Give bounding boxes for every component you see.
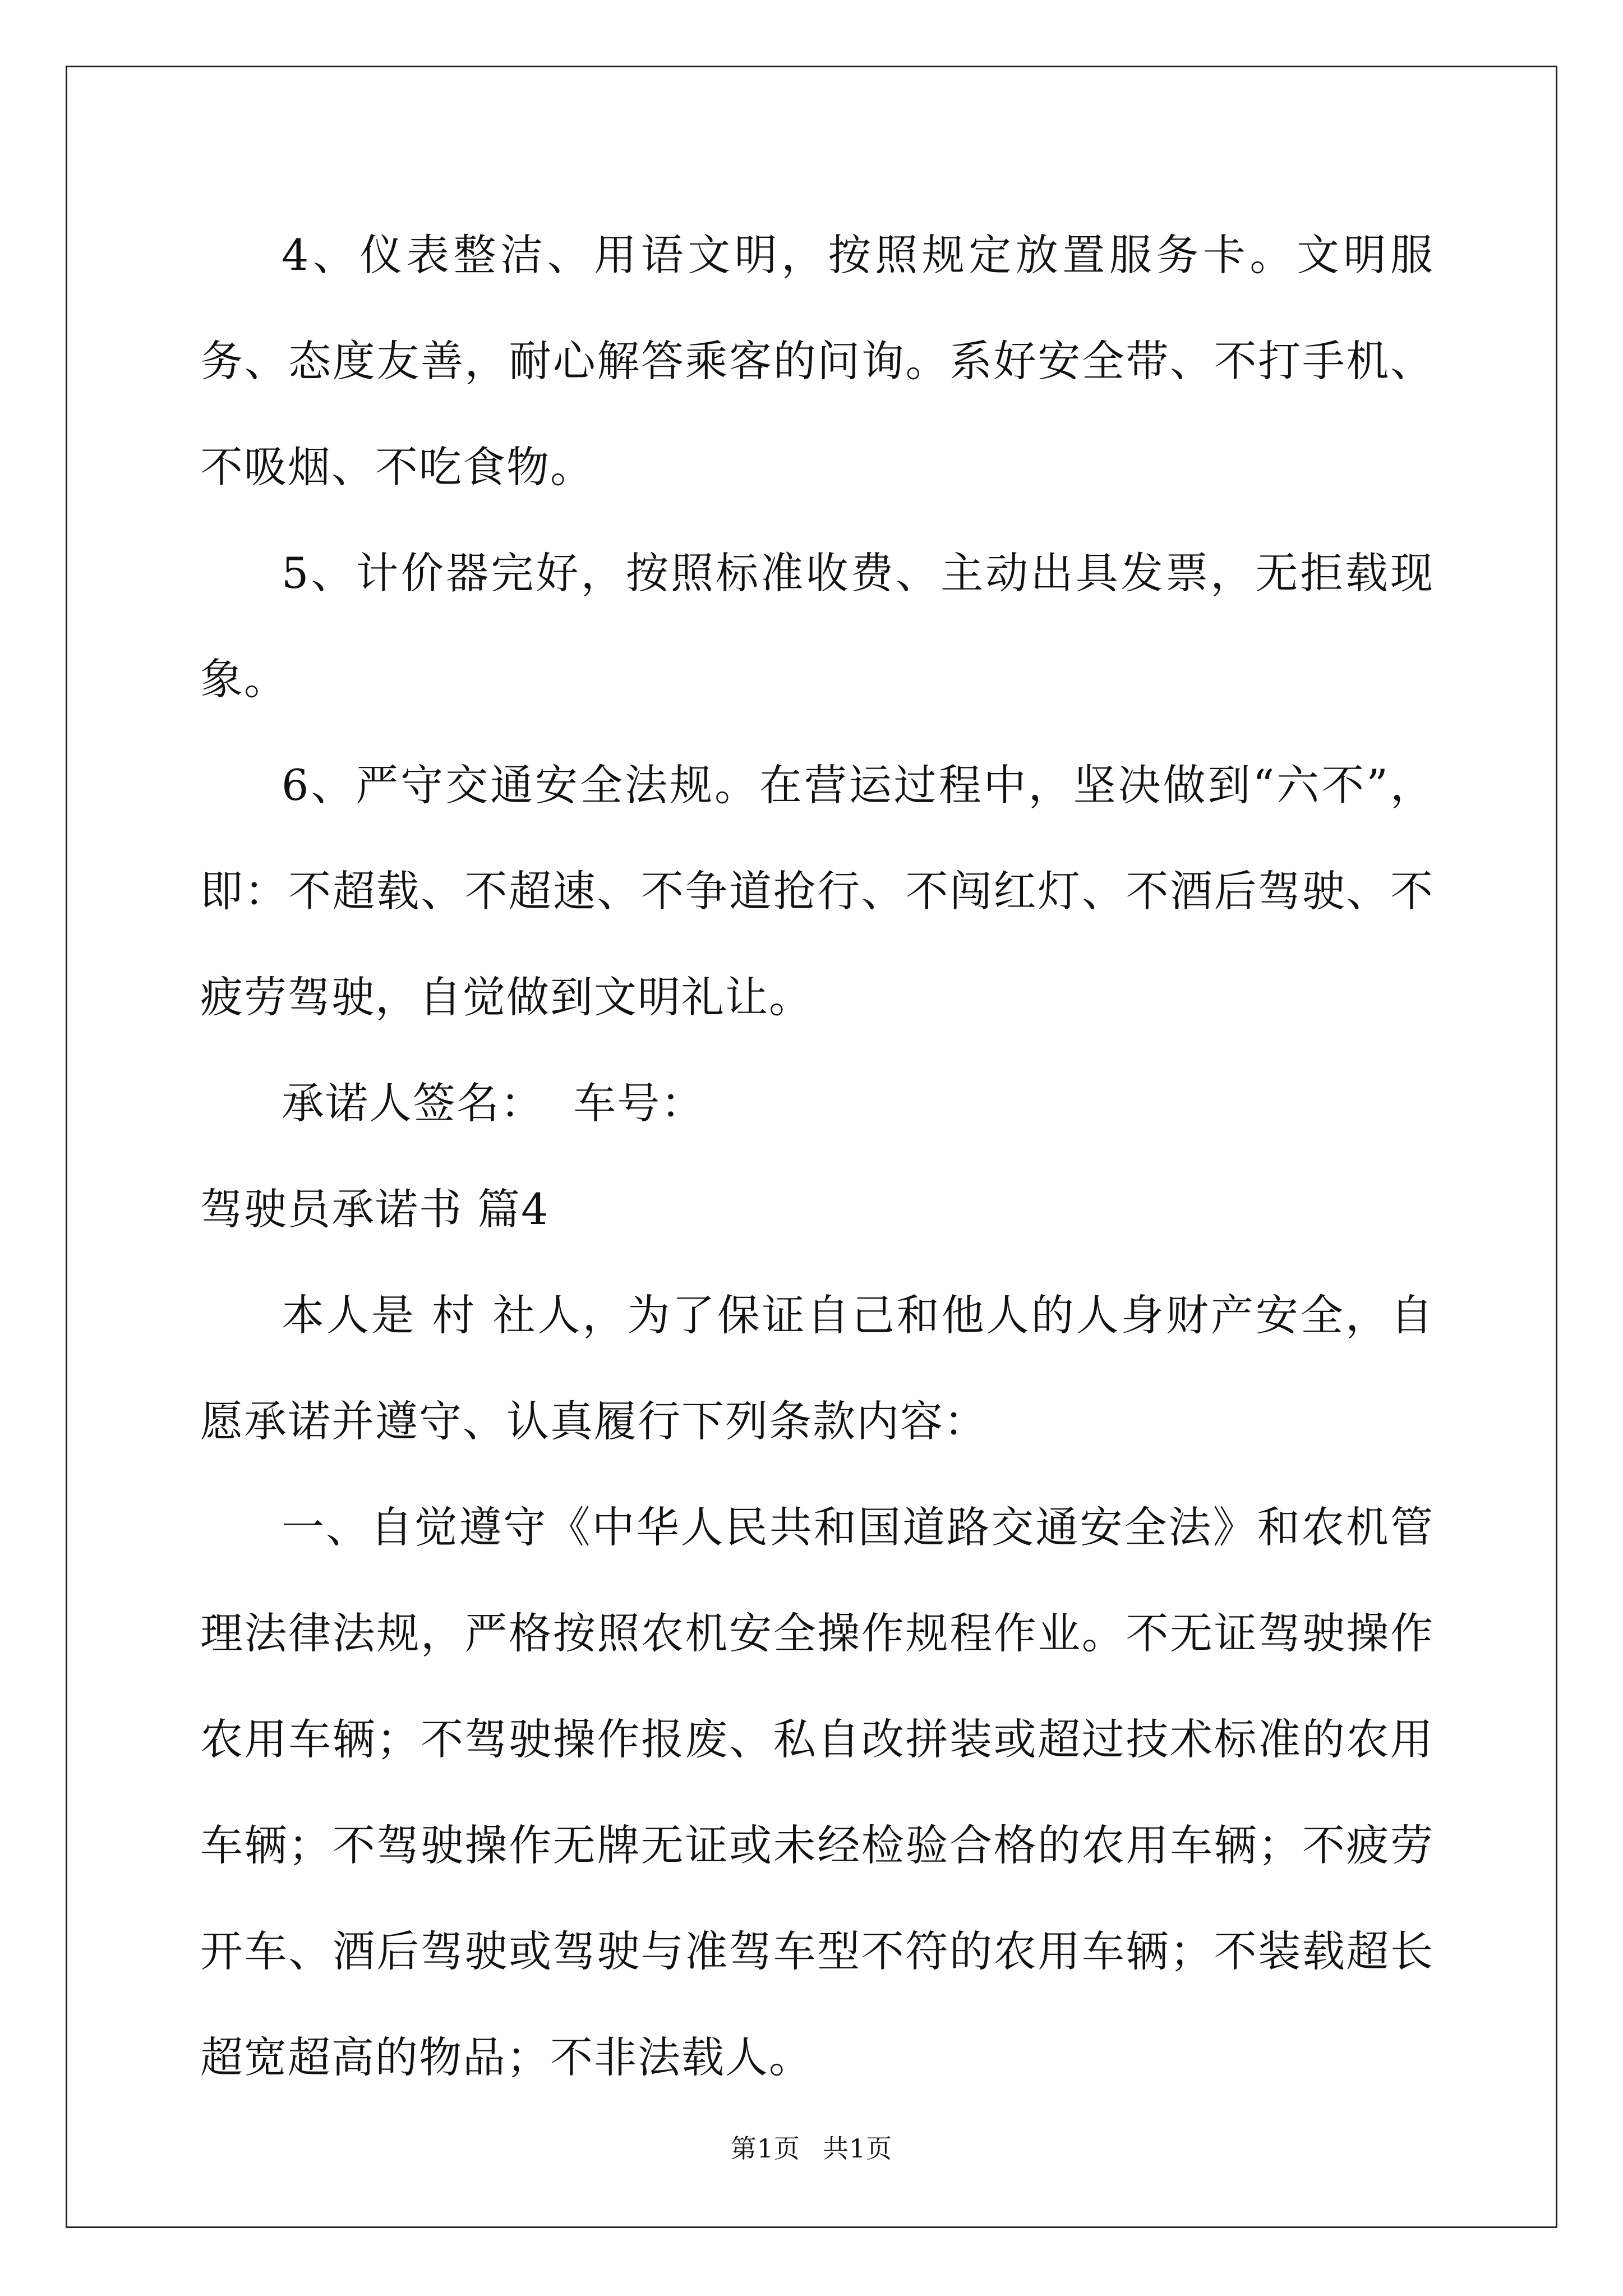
document-body [200, 202, 1434, 2110]
page-footer [0, 2132, 1623, 2165]
paragraph-item-4: 4、仪表整洁、用语文明，按照规定放置服务卡。文明服务、态度友善，耐心解答乘客的问询。系好安全带、不打手机、不吸烟、不吃食物。 [200, 230, 1434, 492]
signature-line: 承诺人签名： 车号： [282, 1078, 705, 1128]
section-heading: 驾驶员承诺书 篇4 [200, 1184, 550, 1234]
page-number: 第1页 [730, 2133, 800, 2164]
pledge-intro: 本人是 村 社人，为了保证自己和他人的人身财产安全，自愿承诺并遵守、认真履行下列条款内容： [200, 1290, 1434, 1446]
paragraph-item-6: 6、严守交通安全法规。在营运过程中，坚决做到“六不”，即：不超载、不超速、不争道抢行、不闯红灯、不酒后驾驶、不疲劳驾驶，自觉做到文明礼让。 [200, 760, 1434, 1022]
paragraph-item-5: 5、计价器完好，按照标准收费、主动出具发票，无拒载现象。 [200, 548, 1434, 704]
clause-one: 一、自觉遵守《中华人民共和国道路交通安全法》和农机管理法律法规，严格按照农机安全操作规程作业。不无证驾驶操作农用车辆；不驾驶操作报废、私自改拼装或超过技术标准的农用车辆；不驾驶操作无牌无证或未经检验合格的农用车辆；不疲劳开车、酒后驾驶或驾驶与准驾车型不符的农用车辆；不装载超长超宽超高的物品；不非法载人。 [200, 1502, 1434, 2082]
page-total: 共1页 [823, 2133, 893, 2164]
